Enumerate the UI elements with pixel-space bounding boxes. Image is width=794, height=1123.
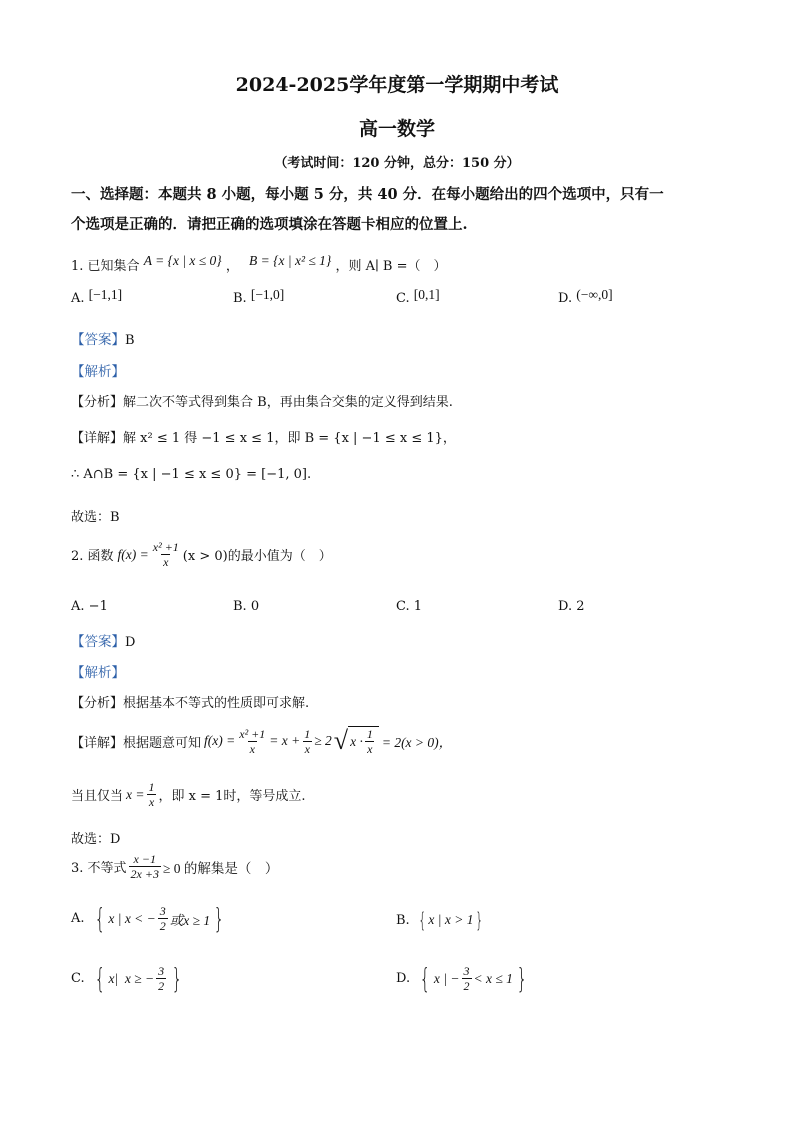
q1-set-a: A = {x | x ≤ 0} xyxy=(143,253,222,268)
q3-option-a-post: 或x ≥ 1 xyxy=(169,912,211,928)
q1-option-b-text: [−1,0] xyxy=(250,287,285,302)
q3-option-c-den: 2 xyxy=(158,979,165,993)
q2-func-lhs: f(x) = xyxy=(117,546,149,562)
q1-option-c xyxy=(396,287,440,306)
q3-option-d-rbrace: } xyxy=(516,962,528,995)
q2-frac-num: x² +1 xyxy=(152,540,179,554)
q3-stem xyxy=(71,852,278,881)
q3-option-d-frac xyxy=(462,964,472,993)
q1-option-c-label: C. xyxy=(396,291,410,306)
q2-stem xyxy=(71,540,332,569)
q3-frac xyxy=(129,852,161,881)
q2-detail-frac1-den: x xyxy=(249,741,255,756)
q2-option-b-label: B. xyxy=(233,599,247,614)
q3-option-c-frac xyxy=(156,964,166,993)
q2-option-d xyxy=(558,599,585,614)
q3-frac-num: x −1 xyxy=(133,852,156,866)
q2-option-b xyxy=(233,599,259,614)
exam-info: （考试时间：120 分钟，总分：150 分） xyxy=(274,156,520,171)
q3-option-b-text: x | x > 1 xyxy=(428,912,474,927)
q1-detail-tag: 【详解】 xyxy=(71,431,124,446)
q2-detail-frac2-num: 1 xyxy=(304,726,311,741)
q3-option-a xyxy=(71,902,228,935)
q3-option-c-lbrace: { xyxy=(94,962,105,995)
q2-equal-suffix: ，即 x = 1时，等号成立. xyxy=(158,789,306,804)
q1-set-b: B = {x | x² ≤ 1} xyxy=(249,253,332,268)
q2-frac-den: x xyxy=(163,555,169,569)
q1-option-a xyxy=(71,287,123,306)
exam-title: 2024-2025学年度第一学期期中考试 xyxy=(235,74,559,96)
q2-choice: 故选：D xyxy=(71,832,121,847)
q3-frac-den: 2x +3 xyxy=(130,867,159,881)
section-instruction-line1: 一、选择题：本题共 8 小题，每小题 5 分，共 40 分．在每小题给出的四个选项中，只有一 xyxy=(71,186,664,203)
q2-fenxi-text: 根据基本不等式的性质即可求解. xyxy=(123,696,310,711)
q2-equal-x: x = xyxy=(126,786,145,802)
subject-title: 高一数学 xyxy=(358,118,435,140)
q3-suffix: ≥ 0 的解集是（ ） xyxy=(162,860,279,876)
q2-equal-prefix: 当且仅当 xyxy=(71,789,124,804)
q3-option-a-den: 2 xyxy=(159,919,166,933)
q3-option-a-num: 3 xyxy=(159,904,166,918)
q3-option-d xyxy=(396,962,531,995)
q3-option-d-post: < x ≤ 1 xyxy=(473,970,513,986)
q3-option-c-rbrace: } xyxy=(171,962,183,995)
q1-prefix: 1. 已知集合 xyxy=(71,259,140,274)
q2-answer-value: D xyxy=(125,635,136,650)
q1-option-a-label: A. xyxy=(71,291,85,306)
q2-option-b-text: 0 xyxy=(250,599,260,614)
q1-detail-text: 解 x² ≤ 1 得 −1 ≤ x ≤ 1，即 B = {x | −1 ≤ x ≤ 1}， xyxy=(123,431,456,446)
q2-frac xyxy=(151,540,181,569)
q2-equal-cond xyxy=(71,780,306,809)
q1-answer-value: B xyxy=(125,333,135,348)
q2-detail-end: = 2(x > 0)， xyxy=(381,735,453,750)
q3-option-c-num: 3 xyxy=(158,964,165,978)
q1-fenxi xyxy=(71,391,453,410)
q3-option-a-rbrace: } xyxy=(213,902,225,935)
q2-fenxi-tag: 【分析】 xyxy=(71,696,124,711)
q3-option-d-label: D. xyxy=(396,971,411,986)
q1-answer xyxy=(71,328,135,348)
q2-answer xyxy=(71,630,135,650)
q1-option-b-label: B. xyxy=(233,291,247,306)
q2-detail-frac2-den: x xyxy=(304,741,310,756)
q1-fenxi-text: 解二次不等式得到集合 B，再由集合交集的定义得到结果. xyxy=(123,395,453,410)
q3-option-c-label: C. xyxy=(71,971,85,986)
q2-detail-frac3-num: 1 xyxy=(366,727,373,741)
q2-detail-sqrt-sign: √ xyxy=(333,726,349,755)
q2-detail-frac3-den: x xyxy=(367,742,373,756)
q3-option-a-label: A. xyxy=(71,911,85,926)
q2-prefix: 2. 函数 xyxy=(71,549,114,564)
q2-detail-prefix: 根据题意可知 xyxy=(123,735,202,751)
q2-analysis xyxy=(71,661,125,681)
q2-suffix: (x > 0)的最小值为（ ） xyxy=(182,549,332,564)
q2-option-d-text: 2 xyxy=(576,599,585,614)
q1-analysis xyxy=(71,360,125,380)
q1-stem xyxy=(71,255,446,274)
q2-fenxi xyxy=(71,692,309,711)
q2-answer-tag: 【答案】 xyxy=(71,634,125,650)
q1-detail xyxy=(71,427,456,446)
q2-detail-frac3 xyxy=(365,727,375,756)
q3-option-b-lbrace: { xyxy=(418,908,426,932)
q2-option-c-text: 1 xyxy=(413,599,423,614)
q2-detail-sqrt-x: x · xyxy=(350,733,363,749)
q2-detail-tag: 【详解】 xyxy=(71,735,124,751)
q2-detail-mid: = x + xyxy=(269,733,301,748)
q3-option-b-rbrace: } xyxy=(476,908,484,932)
q1-option-a-text: [−1,1] xyxy=(88,287,123,302)
q2-detail-f: f(x) = xyxy=(204,733,236,748)
q1-choice: 故选：B xyxy=(71,510,120,525)
q1-comma: ， xyxy=(225,259,239,274)
q1-suffix: ，则 A∣ B =（ ） xyxy=(335,259,447,274)
q2-option-d-label: D. xyxy=(558,599,573,614)
q2-detail xyxy=(71,726,452,756)
q2-option-a-text: −1 xyxy=(88,599,108,614)
q1-option-b xyxy=(233,287,285,306)
q3-option-a-lbrace: { xyxy=(94,902,105,935)
q2-analysis-tag: 【解析】 xyxy=(71,665,125,681)
q1-fenxi-tag: 【分析】 xyxy=(71,395,124,410)
q2-option-a xyxy=(71,599,108,614)
q2-detail-ge: ≥ 2 xyxy=(314,733,332,748)
q3-prefix: 3. 不等式 xyxy=(71,861,127,876)
q2-equal-frac xyxy=(147,780,157,809)
q2-equal-frac-num: 1 xyxy=(148,780,155,794)
q3-option-d-pre: x | − xyxy=(433,970,460,986)
q3-option-d-num: 3 xyxy=(463,964,470,978)
q3-option-b xyxy=(396,908,486,932)
q3-option-d-den: 2 xyxy=(463,979,470,993)
q3-option-c-pre: x| x ≥ − xyxy=(108,970,155,986)
q3-option-c xyxy=(71,962,186,995)
q2-option-a-label: A. xyxy=(71,599,85,614)
q2-detail-frac1 xyxy=(237,727,267,756)
q2-detail-frac2 xyxy=(302,727,312,756)
q1-option-d-text: (−∞,0] xyxy=(576,287,613,302)
section-instruction-line2: 个选项是正确的．请把正确的选项填涂在答题卡相应的位置上. xyxy=(71,216,468,233)
q3-option-d-lbrace: { xyxy=(419,962,431,995)
q3-option-a-pre: x | x < − xyxy=(108,910,156,926)
q1-answer-tag: 【答案】 xyxy=(71,332,125,348)
q1-option-c-text: [0,1] xyxy=(413,287,440,302)
q1-analysis-tag: 【解析】 xyxy=(71,364,125,380)
q2-option-c-label: C. xyxy=(396,599,410,614)
q3-option-b-label: B. xyxy=(396,912,410,928)
q1-therefore: ∴ A∩B = {x | −1 ≤ x ≤ 0} = [−1, 0]. xyxy=(71,467,312,482)
q2-detail-sqrt xyxy=(348,726,379,756)
q2-detail-frac1-num: x² +1 xyxy=(239,726,266,741)
q1-option-d-label: D. xyxy=(558,291,573,306)
q1-option-d xyxy=(558,287,613,306)
q2-option-c xyxy=(396,599,422,614)
q2-equal-frac-den: x xyxy=(148,795,155,809)
q3-option-a-frac xyxy=(158,904,168,933)
